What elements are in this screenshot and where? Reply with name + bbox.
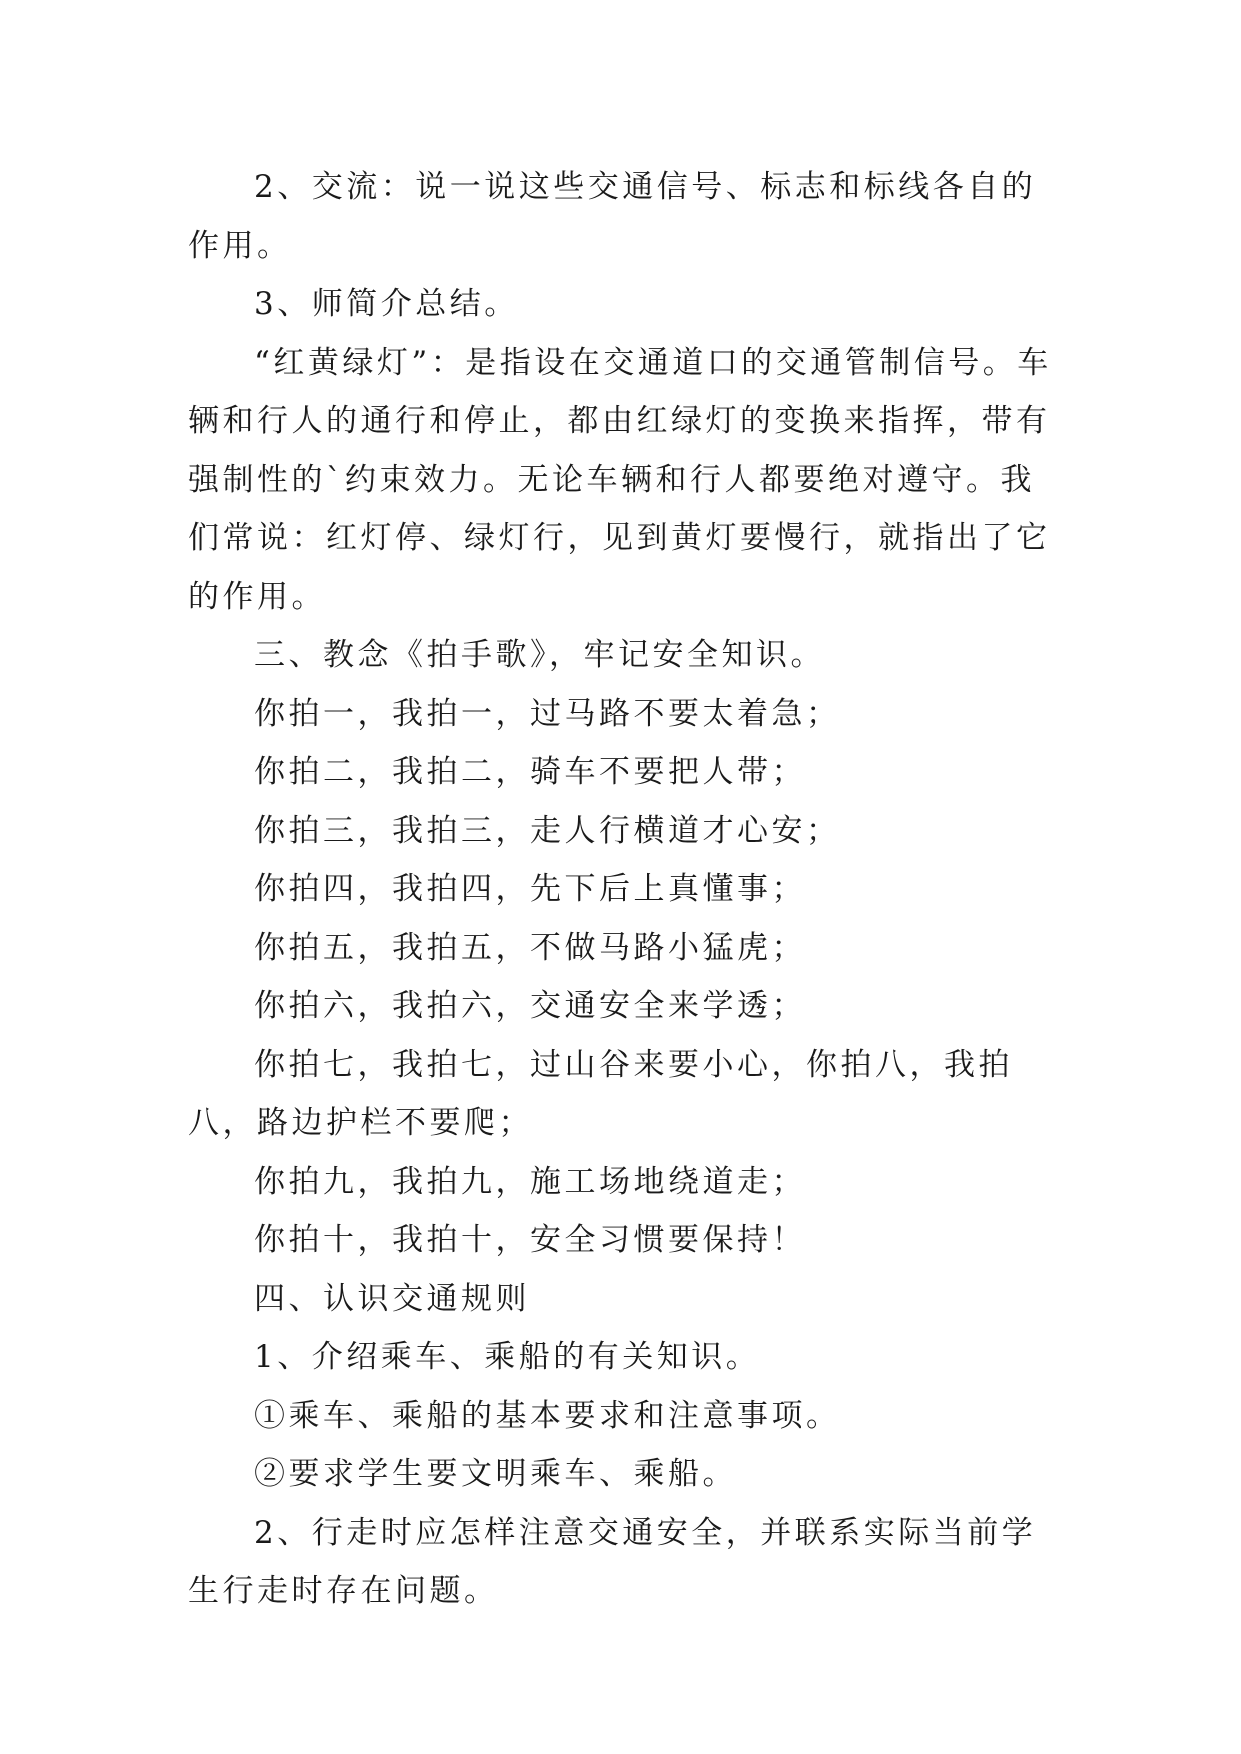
song-line-4: 你拍四，我拍四，先下后上真懂事； [254,871,806,907]
paragraph-teacher-summary: 3、师简介总结。 [254,286,519,322]
heading-clapping-song: 三、教念《拍手歌》，牢记安全知识。 [254,637,825,673]
paragraph-vehicle-boat-knowledge: 1、介绍乘车、乘船的有关知识。 [254,1339,761,1375]
paragraph-traffic-lights: “红黄绿灯”：是指设在交通道口的交通管制信号。车辆和行人的通行和停止，都由红绿灯的变换来指挥，带有强制性的`约束效力。无论车辆和行人都要绝对遵守。我们常说：红灯停、绿灯行，见到黄灯要慢行，就指出了它的作用。 [188,344,1052,615]
song-line-3: 你拍三，我拍三，走人行横道才心安； [254,812,841,849]
document-body [188,158,1058,1621]
song-line-5: 你拍五，我拍五，不做马路小猛虎； [254,929,806,966]
song-line-9: 你拍九，我拍九，施工场地绕道走； [254,1163,806,1200]
paragraph-exchange-signals: 2、交流：说一说这些交通信号、标志和标线各自的作用。 [188,169,1037,264]
list-item-basic-requirements: ①乘车、乘船的基本要求和注意事项。 [254,1397,841,1434]
list-item-civilized-riding: ②要求学生要文明乘车、乘船。 [254,1456,737,1492]
song-line-1: 你拍一，我拍一，过马路不要太着急； [254,695,841,732]
heading-traffic-rules: 四、认识交通规则 [254,1280,530,1317]
song-line-2: 你拍二，我拍二，骑车不要把人带； [254,754,806,790]
song-line-10: 你拍十，我拍十，安全习惯要保持！ [254,1222,806,1258]
song-line-6: 你拍六，我拍六，交通安全来学透； [254,988,806,1024]
paragraph-walking-safety: 2、行走时应怎样注意交通安全，并联系实际当前学生行走时存在问题。 [188,1514,1037,1609]
song-line-7-8: 你拍七，我拍七，过山谷来要小心，你拍八，我拍八，路边护栏不要爬； [188,1046,1013,1141]
